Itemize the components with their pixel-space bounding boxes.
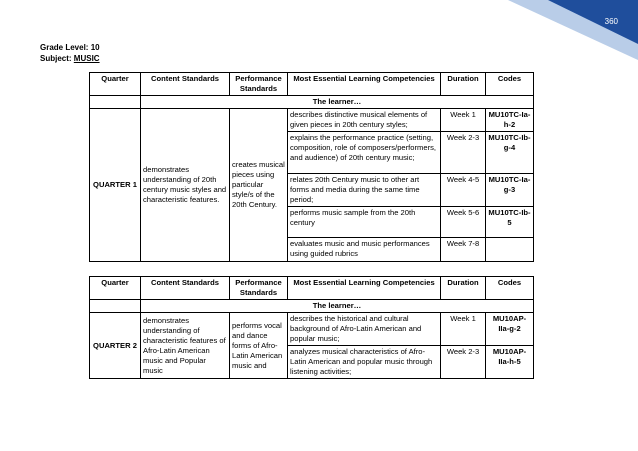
duration: Week 2-3 — [441, 132, 486, 174]
subject: Subject: MUSIC — [40, 54, 100, 63]
document-meta — [40, 42, 100, 64]
header-competencies: Most Essential Learning Competencies — [288, 277, 441, 300]
performance-standard: creates musical pieces using particular style/s of the 20th Century. — [230, 109, 288, 262]
duration: Week 1 — [441, 313, 486, 346]
grade-level: Grade Level: 10 — [40, 43, 100, 52]
learner-row — [90, 300, 534, 313]
corner-decoration — [438, 0, 638, 60]
header-performance-standards: Performance Standards — [230, 277, 288, 300]
code: MU10AP-IIa-h-5 — [486, 346, 534, 379]
duration: Week 5-6 — [441, 207, 486, 238]
code: MU10TC-Ia-g-3 — [486, 174, 534, 207]
performance-standard: performs vocal and dance forms of Afro-Latin American music and — [230, 313, 288, 379]
header-duration: Duration — [441, 73, 486, 96]
table-header-row — [90, 277, 534, 300]
content-standard: demonstrates understanding of 20th century music styles and characteristic features. — [141, 109, 230, 262]
duration: Week 2-3 — [441, 346, 486, 379]
table-header-row — [90, 73, 534, 96]
learner-label: The learner… — [141, 96, 534, 109]
curriculum-table-quarter-1 — [89, 72, 534, 262]
duration: Week 4-5 — [441, 174, 486, 207]
header-codes: Codes — [486, 277, 534, 300]
duration: Week 7-8 — [441, 238, 486, 262]
header-codes: Codes — [486, 73, 534, 96]
competency: analyzes musical characteristics of Afro-Latin American and popular music through listening activities; — [288, 346, 441, 379]
competency: explains the performance practice (setting, composition, role of composers/performers, and audience) of 20th century music; — [288, 132, 441, 174]
competency: describes distinctive musical elements of given pieces in 20th century styles; — [288, 109, 441, 132]
code: MU10TC-Ib-5 — [486, 207, 534, 238]
code — [486, 238, 534, 262]
table-row — [90, 109, 534, 132]
header-quarter: Quarter — [90, 277, 141, 300]
header-content-standards: Content Standards — [141, 277, 230, 300]
competency: relates 20th Century music to other art forms and media during the same time period; — [288, 174, 441, 207]
header-content-standards: Content Standards — [141, 73, 230, 96]
competency: evaluates music and music performances using guided rubrics — [288, 238, 441, 262]
code: MU10AP-IIa-g-2 — [486, 313, 534, 346]
header-duration: Duration — [441, 277, 486, 300]
learner-label: The learner… — [141, 300, 534, 313]
table-row — [90, 313, 534, 346]
content-standard: demonstrates understanding of characteristic features of Afro-Latin American music and Popular music — [141, 313, 230, 379]
duration: Week 1 — [441, 109, 486, 132]
learner-row — [90, 96, 534, 109]
header-quarter: Quarter — [90, 73, 141, 96]
header-performance-standards: Performance Standards — [230, 73, 288, 96]
competency: performs music sample from the 20th century — [288, 207, 441, 238]
quarter-label: QUARTER 1 — [90, 109, 141, 262]
page-number: 360 — [604, 17, 618, 26]
code: MU10TC-Ib-g-4 — [486, 132, 534, 174]
curriculum-table-quarter-2 — [89, 276, 534, 379]
code: MU10TC-Ia-h-2 — [486, 109, 534, 132]
header-competencies: Most Essential Learning Competencies — [288, 73, 441, 96]
quarter-label: QUARTER 2 — [90, 313, 141, 379]
competency: describes the historical and cultural background of Afro-Latin American and popular music; — [288, 313, 441, 346]
